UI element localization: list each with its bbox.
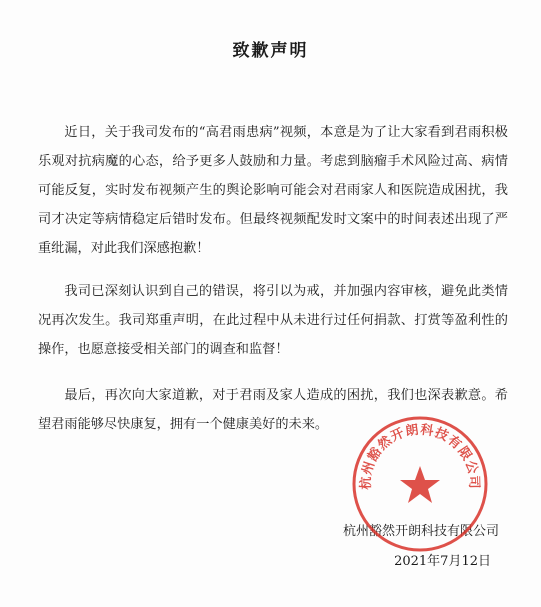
- paragraph-2: 我司已深刻认识到自己的错误，将引以为戒，并加强内容审核，避免此类情况再次发生。我司郑重声明，在此过程中从未进行过任何捐款、打赏等盈利性的操作，也愿意接受相关部门的调查和监督！: [38, 284, 508, 357]
- page-title: 致歉声明: [232, 41, 309, 61]
- company-seal-stamp: [350, 414, 490, 554]
- paragraph-1: 近日，关于我司发布的“高君雨患病”视频，本意是为了让大家看到君雨积极乐观对抗病魔的心态，给予更多人鼓励和力量。考虑到脑瘤手术风险过高、病情可能反复，实时发布视频产生的舆论影响可能会对君雨家人和医院造成困扰，我司才决定等病情稳定后错时发布。但最终视频配发时文案中的时间表述出现了严重纰漏，对此我们深感抱歉！: [38, 125, 508, 256]
- svg-text:杭州豁然开朗科技有限公司: 杭州豁然开朗科技有限公司: [358, 422, 482, 490]
- signature-date: 2021年7月12日: [394, 554, 491, 569]
- seal-star-icon: [400, 466, 440, 503]
- company-signature: 杭州豁然开朗科技有限公司: [342, 524, 499, 539]
- paragraph-3: 最后，再次向大家道歉，对于君雨及家人造成的困扰，我们也深表歉意。希望君雨能够尽快康复，拥有一个健康美好的未来。: [38, 388, 508, 432]
